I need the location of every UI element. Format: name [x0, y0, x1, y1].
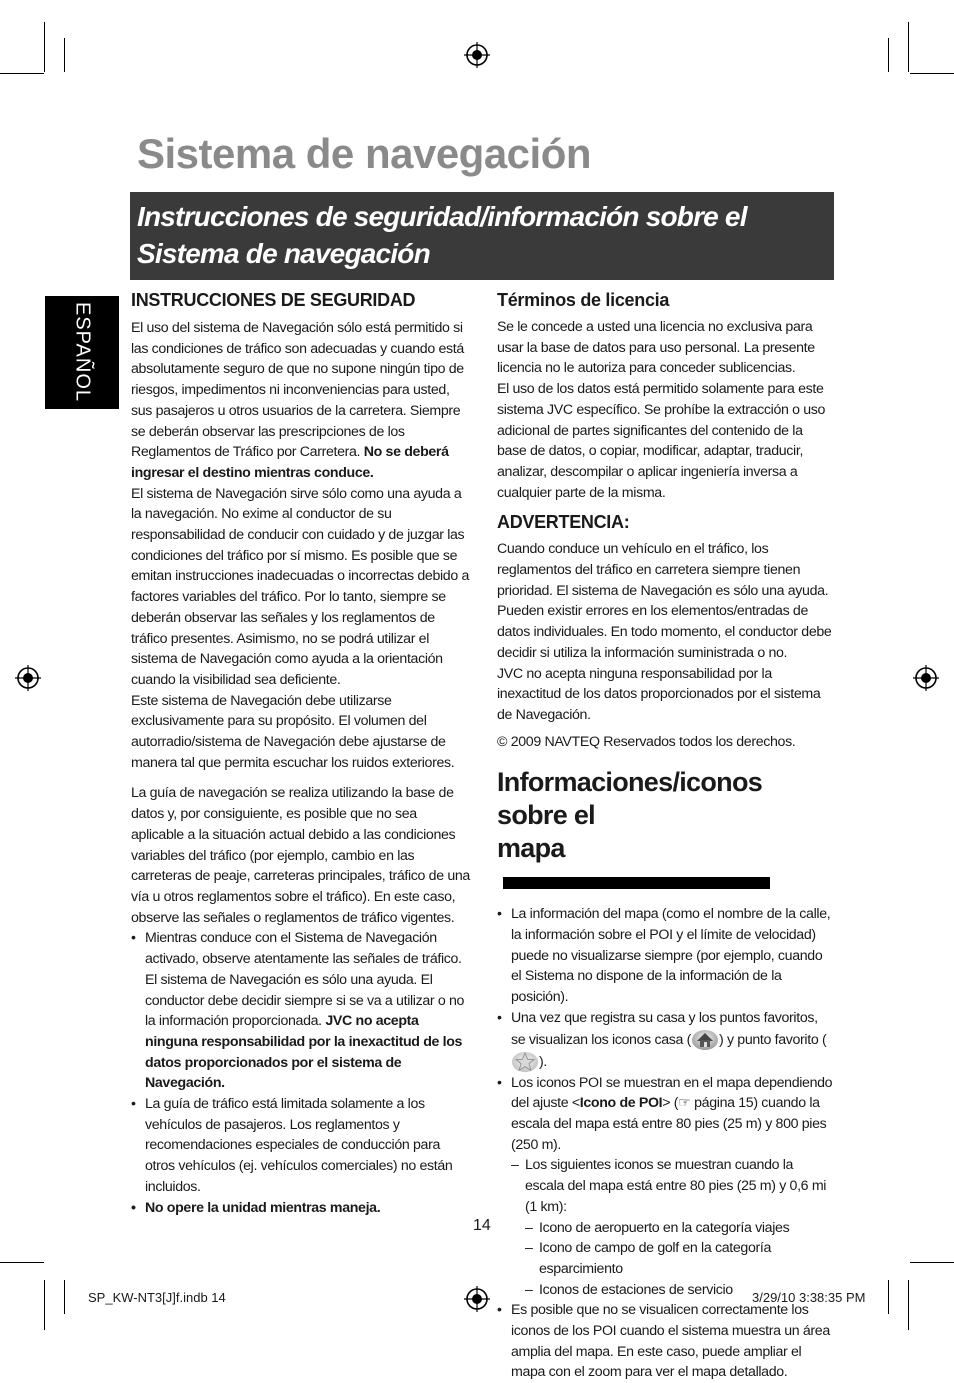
- map-heading-line2: mapa: [497, 833, 565, 864]
- language-tab-label: ESPAÑOL: [71, 302, 94, 402]
- list-item: • No opere la unidad mientras maneja.: [131, 1198, 471, 1219]
- footer-file-info: SP_KW-NT3[J]f.indb 14: [88, 1290, 226, 1305]
- registration-mark-icon: [464, 42, 490, 68]
- page-number: 14: [473, 1217, 491, 1234]
- list-item: [497, 1008, 833, 1073]
- crop-mark: [44, 1280, 45, 1330]
- crop-mark: [64, 1280, 65, 1314]
- page-title: Sistema de navegación: [137, 130, 592, 177]
- crop-mark: [908, 1280, 909, 1330]
- copyright-text: © 2009 NAVTEQ Reservados todos los derechos.: [497, 733, 796, 750]
- crop-mark: [0, 73, 44, 74]
- paragraph: La guía de navegación se realiza utilizando la base de datos y, por consiguiente, es posible que no sea aplicable a la situación actual debido a las condiciones variables del tráfico (por ejemplo, cambio en las carreteras de peaje, carreteras principales, tráfico de una vía u otros reglamentos sobre el tráfico). En este caso, observe las señales o reglamentos de tráfico vigentes.: [131, 785, 470, 926]
- crop-mark: [910, 73, 954, 74]
- crop-mark: [888, 38, 889, 72]
- sub-list-item: – Iconos de estaciones de servicio: [525, 1280, 833, 1301]
- list-item: [131, 928, 471, 1094]
- license-heading: Términos de licencia: [497, 290, 670, 310]
- paragraph: Se le concede a usted una licencia no exclusiva para usar la base de datos para uso personal. La presente licencia no le autoriza para conceder sublicencias.: [497, 319, 815, 377]
- crop-mark: [0, 1262, 44, 1263]
- crop-mark: [64, 38, 65, 72]
- paragraph: El sistema de Navegación sirve sólo como una ayuda a la navegación. No exime al conductor de su responsabilidad de conducir con cuidado y de juzgar las condiciones del tráfico por sí mismo. Es posible que se emitan instrucciones inadecuadas o incorrectas debido a factores variables del tráfico. Por lo tanto, siempre se deberán observar las señales y los reglamentos de tráfico presentes. Asimismo, no se podrá utilizar el sistema de Navegación como ayuda a la orientación cuando la visibilidad sea deficiente.: [131, 485, 470, 688]
- bullet-text: Una vez que registra su casa y los puntos favoritos, se visualizan los iconos casa (: [511, 1009, 818, 1048]
- bullet-text: Mientras conduce con el Sistema de Navegación activado, observe atentamente las señales de tráfico. El sistema de Navegación es sólo una ayuda. El conductor debe decidir siempre si se va a utilizar o no la información proporcionada.: [145, 930, 465, 1030]
- safety-heading: INSTRUCCIONES DE SEGURIDAD: [131, 290, 416, 310]
- safety-paragraph: [131, 318, 471, 484]
- map-heading-line2-wrap: [497, 832, 833, 898]
- list-item: • La guía de tráfico está limitada solamente a los vehículos de pasajeros. Los reglamentos y recomendaciones especiales de conducción para otros vehículos (ej. vehículos comerciales) no están incluidos.: [131, 1094, 471, 1198]
- left-column: [131, 288, 471, 1218]
- crop-mark: [908, 22, 909, 72]
- bullet-text: ).: [539, 1053, 547, 1070]
- bullet-text: Los iconos POI se muestran en el mapa dependiendo del ajuste <: [511, 1074, 833, 1112]
- warning-heading: ADVERTENCIA:: [497, 512, 630, 533]
- map-heading-line1: Informaciones/iconos sobre el: [497, 767, 763, 831]
- registration-mark-icon: [464, 1286, 490, 1312]
- bullet-text: ) y punto favorito (: [718, 1031, 827, 1048]
- section-banner-title: Instrucciones de seguridad/información sobre el Sistema de navegación: [137, 201, 747, 269]
- sub-list-item: – Icono de campo de golf en la categoría esparcimiento: [525, 1238, 833, 1279]
- paragraph: Este sistema de Navegación debe utilizarse exclusivamente para su propósito. El volumen del autorradio/sistema de Navegación debe ajustarse de manera tal que permita escuchar los ruidos exteriores.: [131, 692, 455, 771]
- home-icon: [691, 1029, 719, 1051]
- safety-bullet-list: [131, 928, 471, 1218]
- bullet-text: > (☞ página 15) cuando la escala del mapa está entre 80 pies (25 m) y 800 pies (250 m).: [511, 1095, 827, 1153]
- registration-mark-icon: [913, 665, 939, 691]
- footer-timestamp: 3/29/10 3:38:35 PM: [752, 1290, 866, 1305]
- bullet-text-bold: JVC no acepta ninguna responsabilidad por la inexactitud de los datos proporcionados por el sistema de Navegación.: [145, 1013, 463, 1092]
- section-banner: [130, 192, 834, 280]
- heading-rule: [503, 877, 770, 889]
- favorite-star-icon: [511, 1051, 539, 1073]
- list-item: • Es posible que no se visualicen correctamente los iconos de los POI cuando el sistema muestra un área amplia del mapa. En este caso, puede ampliar el mapa con el zoom para ver el mapa detallado.: [497, 1300, 833, 1383]
- crop-mark: [910, 1262, 954, 1263]
- paragraph: JVC no acepta ninguna responsabilidad por la inexactitud de los datos proporcionados por el sistema de Navegación.: [497, 665, 821, 723]
- language-tab: [45, 296, 119, 409]
- crop-mark: [44, 22, 45, 72]
- list-item: [497, 1073, 833, 1301]
- sub-list-item: – Icono de aeropuerto en la categoría viajes: [525, 1218, 833, 1239]
- registration-mark-icon: [15, 665, 41, 691]
- sub-list-intro: – Los siguientes iconos se muestran cuando la escala del mapa está entre 80 pies (25 m) y 0,6 mi (1 km):: [511, 1155, 833, 1217]
- list-item: • La información del mapa (como el nombre de la calle, la información sobre el POI y el límite de velocidad) puede no visualizarse siempre (por ejemplo, cuando el Sistema no dispone de la información de la posición).: [497, 904, 833, 1008]
- safety-text-bold: No se deberá ingresar el destino mientras conduce.: [131, 444, 449, 481]
- safety-text: El uso del sistema de Navegación sólo está permitido si las condiciones de tráfico son adecuadas y cuando está absolutamente seguro de que no supone ningún tipo de riesgos, impedimentos ni inconveniencias para usted, sus pasajeros u otros usuarios de la carretera. Siempre se deberán observar las prescripciones de los Reglamentos de Tráfico por Carretera.: [131, 320, 464, 461]
- crop-mark: [888, 1280, 889, 1314]
- paragraph: Cuando conduce un vehículo en el tráfico, los reglamentos del tráfico en carretera siempre tienen prioridad. El sistema de Navegación es sólo una ayuda. Pueden existir errores en los elementos/entradas de datos individuales. En todo momento, el conductor debe decidir si utiliza la información suministrada o no.: [497, 541, 832, 661]
- setting-name: Icono de POI: [579, 1095, 663, 1112]
- map-heading: [497, 766, 833, 898]
- paragraph: El uso de los datos está permitido solamente para este sistema JVC específico. Se prohíbe la extracción o uso adicional de partes significantes del contenido de la base de datos, o copiar, modificar, adaptar, traducir, analizar, descompilar o aplicar ingeniería inversa a cualquier parte de la misma.: [497, 381, 826, 501]
- map-bullet-list: [497, 904, 833, 1383]
- right-column: [497, 288, 833, 1383]
